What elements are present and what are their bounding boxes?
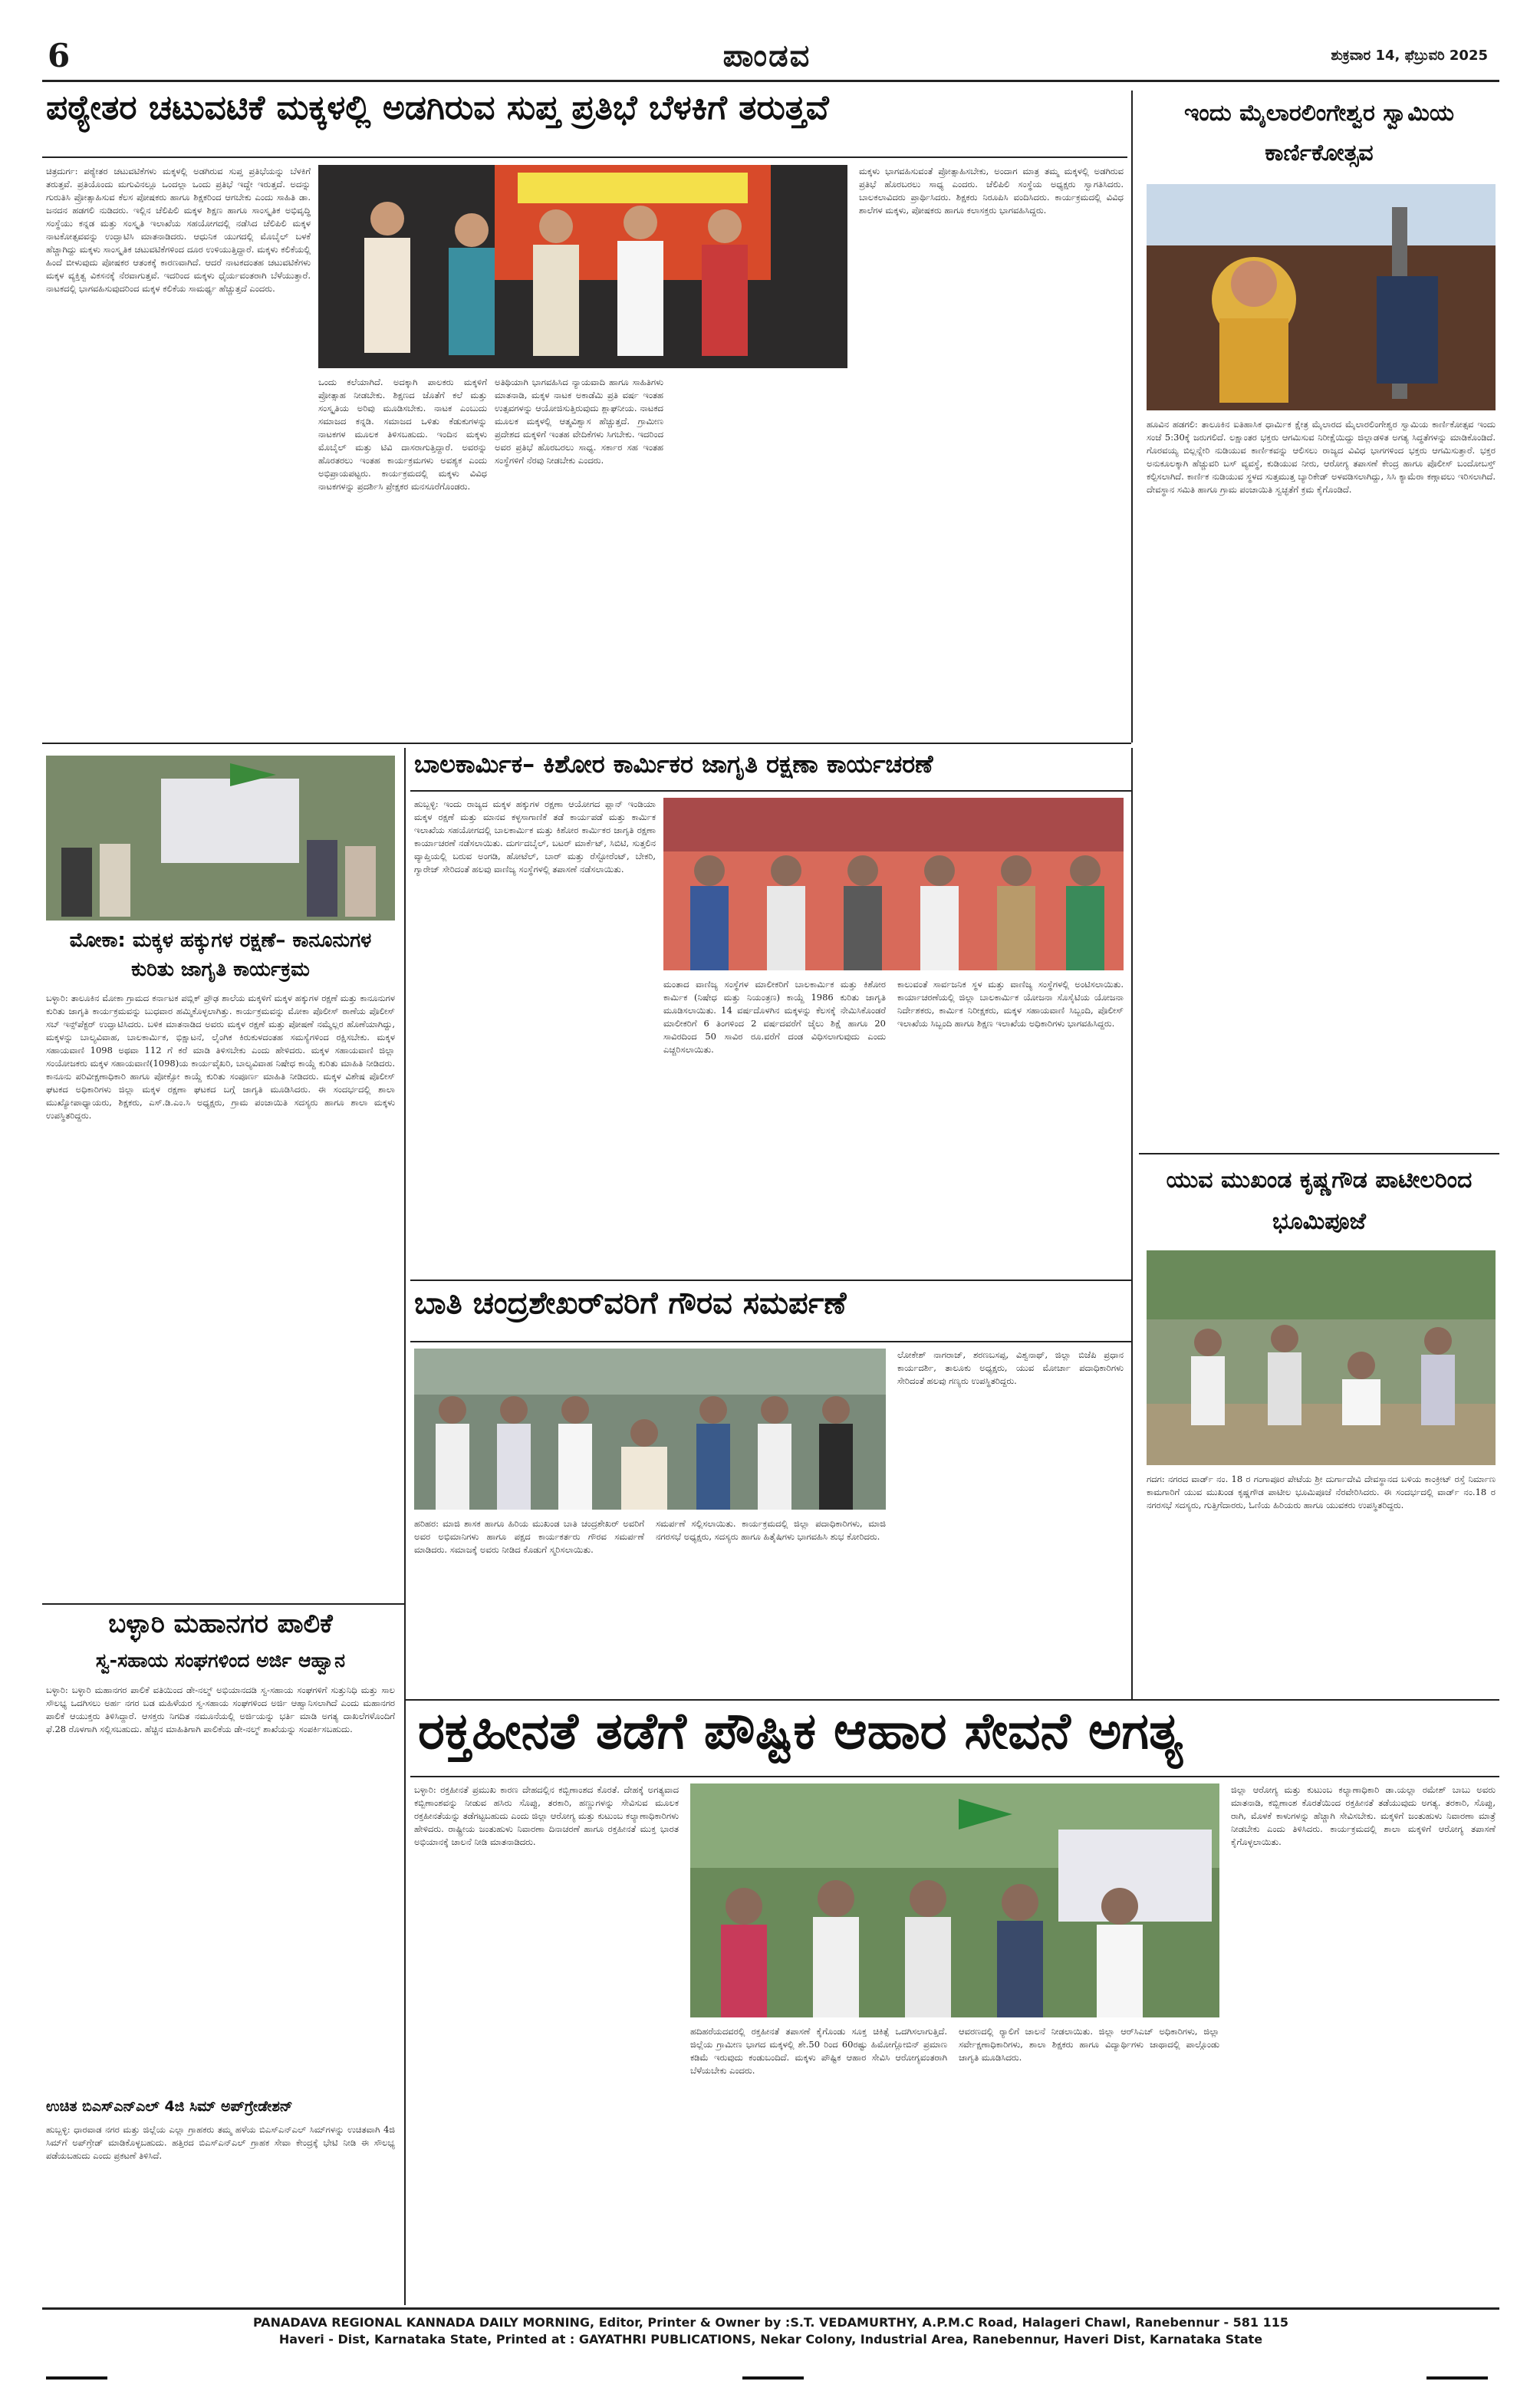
ballari-subheadline: ಸ್ವ-ಸಹಾಯ ಸಂಘಗಳಿಂದ ಅರ್ಜಿ ಆಹ್ವಾನ [95,1649,346,1671]
talent-col3: ಅತಿಥಿಯಾಗಿ ಭಾಗವಹಿಸಿದ ನ್ಯಾಯವಾದಿ ಹಾಗೂ ಸಾಹಿತಿಗಳು ಮಾತನಾಡಿ, ಮಕ್ಕಳ ನಾಟಕ ಅಕಾಡೆಮಿ ಪ್ರತಿ ವರ್ಷ ಇಂತಹ ಉತ್ಸವಗಳನ್ನು ಆಯೋಜಿಸುತ್ತಿರುವುದು ಶ್ಲಾಘನೀಯ. ನಾಟಕದ ಮೂಲಕ ಮಕ್ಕಳಲ್ಲಿ ಆತ್ಮವಿಶ್ವಾಸ ಹೆಚ್ಚುತ್ತದೆ. ಗ್ರಾಮೀಣ ಪ್ರದೇಶದ ಮಕ್ಕಳಿಗೆ ಇಂತಹ ವೇದಿಕೆಗಳು ಸಿಗಬೇಕು. ಇದರಿಂದ ಅವರ ಪ್ರತಿಭೆ ಹೊರಬರಲು ಸಾಧ್ಯ. ಸರ್ಕಾರ ಸಹ ಇಂತಹ ಸಂಸ್ಥೆಗಳಿಗೆ ನೆರವು ನೀಡಬೇಕು ಎಂದರು. [495,377,663,466]
child-labour-col3: ಕಾಲುವಂತೆ ಸಾರ್ವಜನಿಕ ಸ್ಥಳ ಮತ್ತು ವಾಣಿಜ್ಯ ಸಂಸ್ಥೆಗಳಲ್ಲಿ ಅಂಟಿಸಲಾಯಿತು. ಕಾರ್ಯಾಚರಣೆಯಲ್ಲಿ ಜಿಲ್ಲಾ ಬಾಲಕಾರ್ಮಿಕ ಯೋಜನಾ ಸೊಸೈಟಿಯ ಯೋಜನಾ ನಿರ್ದೇಶಕರು, ಕಾರ್ಮಿಕ ನಿರೀಕ್ಷಕರು, ಮಕ್ಕಳ ಸಹಾಯವಾಣಿ ಸಿಬ್ಬಂದಿ, ಪೊಲೀಸ್ ಇಲಾಖೆಯ ಸಿಬ್ಬಂದಿ ಹಾಗೂ ಶಿಕ್ಷಣ ಇಲಾಖೆಯ ಅಧಿಕಾರಿಗಳು ಭಾಗವಹಿಸಿದ್ದರು. [897,979,1124,1029]
chandrashekhar-col1: ಹರಿಹರ: ಮಾಜಿ ಶಾಸಕ ಹಾಗೂ ಹಿರಿಯ ಮುಖಂಡ ಬಾತಿ ಚಂದ್ರಶೇಖರ್ ಅವರಿಗೆ ಅವರ ಅಭಿಮಾನಿಗಳು ಹಾಗೂ ಪಕ್ಷದ ಕಾರ್ಯಕರ್ತರು ಗೌರವ ಸಮರ್ಪಣೆ ಮಾಡಿದರು. ಸಮಾಜಕ್ಕೆ ಅವರು ನೀಡಿದ ಕೊಡುಗೆ ಸ್ಮರಿಸಲಾಯಿತು. [414,1518,644,1555]
imprint-line-1: PANADAVA REGIONAL KANNADA DAILY MORNING, Editor, Printer & Owner by :S.T. VEDAMURTHY, A.P.M.C Road, Halageri Chawl, Ranebennur - 581 115 [252,2315,1289,2330]
registration-mark-center [742,2376,804,2380]
ballari-body: ಬಳ್ಳಾರಿ: ಬಳ್ಳಾರಿ ಮಹಾನಗರ ಪಾಲಿಕೆ ವತಿಯಿಂದ ಡೇ-ನಲ್ಮ್ ಅಭಿಯಾನದಡಿ ಸ್ವ-ಸಹಾಯ ಸಂಘಗಳಿಗೆ ಸುತ್ತುನಿಧಿ ಮತ್ತು ಸಾಲ ಸೌಲಭ್ಯ ಒದಗಿಸಲು ಅರ್ಹ ನಗರ ಬಡ ಮಹಿಳೆಯರ ಸ್ವ-ಸಹಾಯ ಸಂಘಗಳಿಂದ ಅರ್ಜಿ ಆಹ್ವಾನಿಸಲಾಗಿದೆ ಎಂದು ಮಹಾನಗರ ಪಾಲಿಕೆ ಆಯುಕ್ತರು ತಿಳಿಸಿದ್ದಾರೆ. ಆಸಕ್ತರು ನಿಗದಿತ ನಮೂನೆಯಲ್ಲಿ ಅರ್ಜಿಯನ್ನು ಭರ್ತಿ ಮಾಡಿ ಅಗತ್ಯ ದಾಖಲೆಗಳೊಂದಿಗೆ ಫೆ.28 ರೊಳಗಾಗಿ ಸಲ್ಲಿಸಬಹುದು. ಹೆಚ್ಚಿನ ಮಾಹಿತಿಗಾಗಿ ಪಾಲಿಕೆಯ ಡೇ-ನಲ್ಮ್ ಶಾಖೆಯನ್ನು ಸಂಪರ್ಕಿಸಬಹುದು. [46,1685,395,1734]
registration-mark-right [1426,2376,1488,2380]
talent-col4: ಮಕ್ಕಳು ಭಾಗವಹಿಸುವಂತೆ ಪ್ರೋತ್ಸಾಹಿಸಬೇಕು, ಅಂದಾಗ ಮಾತ್ರ ತಮ್ಮ ಮಕ್ಕಳಲ್ಲಿ ಅಡಗಿರುವ ಪ್ರತಿಭೆ ಹೊರಬರಲು ಸಾಧ್ಯ ಎಂದರು. ಚೆಲಿಪಿಲಿ ಸಂಸ್ಥೆಯ ಅಧ್ಯಕ್ಷರು ಸ್ವಾಗತಿಸಿದರು. ಬಾಲಕಲಾವಿದರು ಪ್ರಾರ್ಥಿಸಿದರು. ಶಿಕ್ಷಕರು ನಿರೂಪಿಸಿ ವಂದಿಸಿದರು. ಕಾರ್ಯಕ್ರಮದಲ್ಲಿ ವಿವಿಧ ಶಾಲೆಗಳ ಮಕ್ಕಳು, ಪೋಷಕರು ಹಾಗೂ ಕಲಾಸಕ್ತರು ಭಾಗವಹಿಸಿದ್ದರು. [859,166,1124,216]
talent-col1: ಚಿತ್ರದುರ್ಗ: ಪಠ್ಯೇತರ ಚಟುವಟಿಕೆಗಳು ಮಕ್ಕಳಲ್ಲಿ ಅಡಗಿರುವ ಸುಪ್ತ ಪ್ರತಿಭೆಯನ್ನು ಬೆಳಕಿಗೆ ತರುತ್ತವೆ. ಪ್ರತಿಯೊಂದು ಮಗುವಿನಲ್ಲೂ ಒಂದಲ್ಲಾ ಒಂದು ಪ್ರತಿಭೆ ಇದ್ದೇ ಇರುತ್ತದೆ. ಅದನ್ನು ಗುರುತಿಸಿ ಪ್ರೋತ್ಸಾಹಿಸುವ ಕೆಲಸ ಪೋಷಕರು ಹಾಗೂ ಶಿಕ್ಷಕರಿಂದ ಆಗಬೇಕು ಎಂದು ಸಾಹಿತಿ ಡಾ. ಜನದನ ಹಡಗಲಿ ನುಡಿದರು. ಇಲ್ಲಿನ ಚೆಲಿಪಿಲಿ ಮಕ್ಕಳ ಶಿಕ್ಷಣ ಹಾಗೂ ಸಾಂಸ್ಕೃತಿಕ ಅಭಿವೃದ್ಧಿ ಸಂಸ್ಥೆಯು ಕನ್ನಡ ಮತ್ತು ಸಂಸ್ಕೃತಿ ಇಲಾಖೆಯ ಸಹಯೋಗದಲ್ಲಿ ನಡೆಸಿದ ಚೆಲಿಪಿಲಿ ಮಕ್ಕಳ ನಾಟಕೋತ್ಸವವನ್ನು ಉದ್ಘಾಟಿಸಿ ಮಾತನಾಡಿದರು. ಆಧುನಿಕ ಯುಗದಲ್ಲಿ ಮೊಬೈಲ್ ಬಳಕೆ ಹೆಚ್ಚಾಗಿದ್ದು ಮಕ್ಕಳು ಸಾಂಸ್ಕೃತಿಕ ಚಟುವಟಿಕೆಗಳಿಂದ ದೂರ ಉಳಿಯುತ್ತಿದ್ದಾರೆ. ಮಕ್ಕಳು ಕಲಿಕೆಯಲ್ಲಿ ಹಿಂದೆ ಬೀಳುವುದು ಪೋಷಕರ ಆತಂಕಕ್ಕೆ ಕಾರಣವಾಗಿದೆ. ಆದರೆ ನಾಟಕದಂತಹ ಚಟುವಟಿಕೆಗಳು ಮಕ್ಕಳ ವ್ಯಕ್ತಿತ್ವ ವಿಕಸನಕ್ಕೆ ನೆರವಾಗುತ್ತವೆ. ಇದರಿಂದ ಮಕ್ಕಳು ಧೈರ್ಯವಂತರಾಗಿ ಬೆಳೆಯುತ್ತಾರೆ. ನಾಟಕದಲ್ಲಿ ಭಾಗವಹಿಸುವುದರಿಂದ ಮಕ್ಕಳ ಕಲಿಕೆಯ ಸಾಮರ್ಥ್ಯ ಹೆಚ್ಚುತ್ತದೆ ಎಂದರು. [46,166,311,294]
chandrashekhar-col2: ಸಮರ್ಪಣೆ ಸಲ್ಲಿಸಲಾಯಿತು. ಕಾರ್ಯಕ್ರಮದಲ್ಲಿ ಜಿಲ್ಲಾ ಪದಾಧಿಕಾರಿಗಳು, ಮಾಜಿ ನಗರಸಭೆ ಅಧ್ಯಕ್ಷರು, ಸದಸ್ಯರು ಹಾಗೂ ಹಿತೈಷಿಗಳು ಭಾಗವಹಿಸಿ ಶುಭ ಕೋರಿದರು. [656,1518,886,1542]
mylara-body: ಹೂವಿನ ಹಡಗಲಿ: ತಾಲೂಕಿನ ಐತಿಹಾಸಿಕ ಧಾರ್ಮಿಕ ಕ್ಷೇತ್ರ ಮೈಲಾರದ ಮೈಲಾರಲಿಂಗೇಶ್ವರ ಸ್ವಾಮಿಯ ಕಾರ್ಣಿಕೋತ್ಸವ ಇಂದು ಸಂಜೆ 5:30ಕ್ಕೆ ಜರುಗಲಿದೆ. ಲಕ್ಷಾಂತರ ಭಕ್ತರು ಆಗಮಿಸುವ ನಿರೀಕ್ಷೆಯಿದ್ದು ಜಿಲ್ಲಾಡಳಿತ ಅಗತ್ಯ ಸಿದ್ಧತೆಗಳನ್ನು ಮಾಡಿಕೊಂಡಿದೆ. ಗೊರವಯ್ಯ ಬಿಲ್ಲನ್ನೇರಿ ನುಡಿಯುವ ಕಾರ್ಣಿಕವನ್ನು ಆಲಿಸಲು ರಾಜ್ಯದ ವಿವಿಧ ಭಾಗಗಳಿಂದ ಭಕ್ತರು ಆಗಮಿಸುತ್ತಾರೆ. ಭಕ್ತರ ಅನುಕೂಲಕ್ಕಾಗಿ ಹೆಚ್ಚುವರಿ ಬಸ್ ವ್ಯವಸ್ಥೆ, ಕುಡಿಯುವ ನೀರು, ಆರೋಗ್ಯ ತಪಾಸಣೆ ಕೇಂದ್ರ ಹಾಗೂ ಪೊಲೀಸ್ ಬಂದೋಬಸ್ತ್ ಕಲ್ಪಿಸಲಾಗಿದೆ. ಕಾರ್ಣಿಕ ನುಡಿಯುವ ಸ್ಥಳದ ಸುತ್ತಮುತ್ತ ಬ್ಯಾರಿಕೇಡ್ ಅಳವಡಿಸಲಾಗಿದ್ದು, ಸಿಸಿ ಕ್ಯಾಮೆರಾ ಕಣ್ಗಾವಲು ಇರಿಸಲಾಗಿದೆ. ದೇವಸ್ಥಾನ ಸಮಿತಿ ಹಾಗೂ ಗ್ರಾಮ ಪಂಚಾಯಿತಿ ಸ್ವಚ್ಛತೆಗೆ ಕ್ರಮ ಕೈಗೊಂಡಿದೆ. [1147,419,1496,495]
officials-illustration [663,798,1124,970]
child-labour-col1: ಹುಬ್ಬಳ್ಳಿ: ಇಂದು ರಾಜ್ಯದ ಮಕ್ಕಳ ಹಕ್ಕುಗಳ ರಕ್ಷಣಾ ಆಯೋಗದ ಪ್ಲಾನ್ ಇಂಡಿಯಾ ಮಕ್ಕಳ ರಕ್ಷಣೆ ಮತ್ತು ಮಾನವ ಕಳ್ಳಸಾಗಾಣಿಕೆ ತಡೆ ಕಾರ್ಯಪಡೆ ಮತ್ತು ಕಾರ್ಮಿಕ ಇಲಾಖೆಯ ಸಹಯೋಗದಲ್ಲಿ ಬಾಲಕಾರ್ಮಿಕ ಮತ್ತು ಕಿಶೋರ ಕಾರ್ಮಿಕರ ಜಾಗೃತಿ ರಕ್ಷಣಾ ಕಾರ್ಯಾಚರಣೆ ನಡೆಸಲಾಯಿತು. ದುರ್ಗದಬೈಲ್, ಬಟರ್ ಮಾರ್ಕೆಟ್, ಸಿಬಿಟಿ, ಸುತ್ತಲಿನ ವ್ಯಾಪ್ತಿಯಲ್ಲಿ ಬರುವ ಅಂಗಡಿ, ಹೋಟೆಲ್, ಬಾರ್ ಮತ್ತು ರೆಸ್ಟೋರೆಂಟ್, ಬೇಕರಿ, ಗ್ಯಾರೇಜ್ ಸೇರಿದಂತೆ ಹಲವು ವಾಣಿಜ್ಯ ಸಂಸ್ಥೆಗಳಲ್ಲಿ ತಪಾಸಣೆ ನಡೆಸಲಾಯಿತು. [414,799,656,874]
rally-illustration [46,756,395,921]
krishnagowda-body: ಗದಗ: ನಗರದ ವಾರ್ಡ್ ನಂ. 18 ರ ಗಂಗಾಪೂರ ಪೇಟೆಯ ಶ್ರೀ ದುರ್ಗಾದೇವಿ ದೇವಸ್ಥಾನದ ಬಳಿಯ ಕಾಂಕ್ರೀಟ್ ರಸ್ತೆ ನಿರ್ಮಾಣ ಕಾಮಗಾರಿಗೆ ಯುವ ಮುಖಂಡ ಕೃಷ್ಣಗೌಡ ಪಾಟೀಲ ಭೂಮಿಪೂಜೆ ನೆರವೇರಿಸಿದರು. ಈ ಸಂದರ್ಭದಲ್ಲಿ ವಾರ್ಡ್ ನಂ.18 ರ ನಗರಸಭೆ ಸದಸ್ಯರು, ಗುತ್ತಿಗೆದಾರರು, ಓಣಿಯ ಹಿರಿಯರು ಹಾಗೂ ಯುವಕರು ಉಪಸ್ಥಿತರಿದ್ದರು. [1147,1474,1496,1510]
anemia-col2: ಹದಿಹರೆಯದವರಲ್ಲಿ ರಕ್ತಹೀನತೆ ತಪಾಸಣೆ ಕೈಗೊಂಡು ಸೂಕ್ತ ಚಿಕಿತ್ಸೆ ಒದಗಿಸಲಾಗುತ್ತಿದೆ. ಜಿಲ್ಲೆಯ ಗ್ರಾಮೀಣ ಭಾಗದ ಮಕ್ಕಳಲ್ಲಿ ಶೇ.50 ರಿಂದ 60ರಷ್ಟು ಹಿಮೋಗ್ಲೋಬಿನ್ ಪ್ರಮಾಣ ಕಡಿಮೆ ಇರುವುದು ಕಂಡುಬಂದಿದೆ. ಮಕ್ಕಳು ಪೌಷ್ಟಿಕ ಆಹಾರ ಸೇವಿಸಿ ಆರೋಗ್ಯವಂತರಾಗಿ ಬೆಳೆಯಬೇಕು ಎಂದರು. [690,2026,947,2076]
chandrashekhar-headline: ಬಾತಿ ಚಂದ್ರಶೇಖರ್‌ವರಿಗೆ ಗೌರವ ಸಮರ್ಪಣೆ [414,1287,847,1321]
child-labour-photo [663,798,1124,970]
child-labour-col2: ಮಂತಾದ ವಾಣಿಜ್ಯ ಸಂಸ್ಥೆಗಳ ಮಾಲೀಕರಿಗೆ ಬಾಲಕಾರ್ಮಿಕ ಮತ್ತು ಕಿಶೋರ ಕಾರ್ಮಿಕ (ನಿಷೇಧ ಮತ್ತು ನಿಯಂತ್ರಣ) ಕಾಯ್ದೆ 1986 ಕುರಿತು ಜಾಗೃತಿ ಮೂಡಿಸಲಾಯಿತು. 14 ವರ್ಷದೊಳಗಿನ ಮಕ್ಕಳನ್ನು ಕೆಲಸಕ್ಕೆ ನೇಮಿಸಿಕೊಂಡರೆ ಮಾಲೀಕರಿಗೆ 6 ತಿಂಗಳಿಂದ 2 ವರ್ಷದವರೆಗೆ ಜೈಲು ಶಿಕ್ಷೆ ಹಾಗೂ 20 ಸಾವಿರದಿಂದ 50 ಸಾವಿರ ರೂ.ವರೆಗೆ ದಂಡ ವಿಧಿಸಲಾಗುವುದು ಎಂದು ಎಚ್ಚರಿಸಲಾಯಿತು. [663,979,886,1055]
anemia-headline: ರಕ್ತಹೀನತೆ ತಡೆಗೆ ಪೌಷ್ಟಿಕ ಆಹಾರ ಸೇವನೆ ಅಗತ್ಯ [418,1704,1183,1760]
imprint-line-2: Haveri - Dist, Karnataka State, Printed at : GAYATHRI PUBLICATIONS, Nekar Colony, Industrial Area, Ranebennur, Haveri Dist, Karnataka State [278,2332,1263,2347]
chandrashekhar-photo [414,1349,886,1510]
mylara-headline: ಇಂದು ಮೈಲಾರಲಿಂಗೇಶ್ವರ ಸ್ವಾಮಿಯ ಕಾರ್ಣಿಕೋತ್ಸವ [1183,100,1455,166]
page-number: 6 [48,37,71,74]
anemia-col1: ಬಳ್ಳಾರಿ: ರಕ್ತಹೀನತೆ ಪ್ರಮುಖ ಕಾರಣ ದೇಹದಲ್ಲಿನ ಕಬ್ಬಿಣಾಂಶದ ಕೊರತೆ. ದೇಹಕ್ಕೆ ಅಗತ್ಯವಾದ ಕಬ್ಬಿಣಾಂಶವನ್ನು ನೀಡುವ ಹಸಿರು ಸೊಪ್ಪು, ತರಕಾರಿ, ಹಣ್ಣುಗಳನ್ನು ಸೇವಿಸುವ ಮೂಲಕ ರಕ್ತಹೀನತೆಯನ್ನು ತಡೆಗಟ್ಟಬಹುದು ಎಂದು ಜಿಲ್ಲಾ ಆರೋಗ್ಯ ಮತ್ತು ಕುಟುಂಬ ಕಲ್ಯಾಣಾಧಿಕಾರಿಗಳು ಹೇಳಿದರು. ರಾಷ್ಟ್ರೀಯ ಜಂತುಹುಳು ನಿವಾರಣಾ ದಿನಾಚರಣೆ ಹಾಗೂ ರಕ್ತಹೀನತೆ ಮುಕ್ತ ಭಾರತ ಅಭಿಯಾನಕ್ಕೆ ಚಾಲನೆ ನೀಡಿ ಮಾತನಾಡಿದರು. [414,1784,679,1847]
moka-body: ಬಳ್ಳಾರಿ: ತಾಲೂಕಿನ ಮೋಕಾ ಗ್ರಾಮದ ಕರ್ನಾಟಕ ಪಬ್ಲಿಕ್ ಪ್ರೌಢ ಶಾಲೆಯ ಮಕ್ಕಳಿಗೆ ಮಕ್ಕಳ ಹಕ್ಕುಗಳ ರಕ್ಷಣೆ ಮತ್ತು ಕಾನೂನುಗಳ ಕುರಿತು ಜಾಗೃತಿ ಕಾರ್ಯಕ್ರಮವನ್ನು ಬುಧವಾರ ಹಮ್ಮಿಕೊಳ್ಳಲಾಗಿತ್ತು. ಕಾರ್ಯಕ್ರಮವನ್ನು ಮೋಕಾ ಪೊಲೀಸ್ ಠಾಣೆಯ ಪೊಲೀಸ್ ಸಬ್ ಇನ್ಸ್‌ಪೆಕ್ಟರ್ ಉದ್ಘಾಟಿಸಿದರು. ಬಳಿಕ ಮಾತನಾಡಿದ ಅವರು ಮಕ್ಕಳ ರಕ್ಷಣೆ ಮತ್ತು ಪೋಷಣೆ ನಮ್ಮೆಲ್ಲರ ಹೊಣೆಯಾಗಿದ್ದು, ಮಕ್ಕಳನ್ನು ಬಾಲ್ಯವಿವಾಹ, ಬಾಲಕಾರ್ಮಿಕ, ಭಿಕ್ಷಾಟನೆ, ಲೈಂಗಿಕ ಕಿರುಕುಳದಂತಹ ಸಮಸ್ಯೆಗಳಿಂದ ರಕ್ಷಿಸಬೇಕು. ಮಕ್ಕಳ ಸಹಾಯವಾಣಿ 1098 ಅಥವಾ 112 ಗೆ ಕರೆ ಮಾಡಿ ತಿಳಿಸಬೇಕು ಎಂದು ಹೇಳಿದರು. ಮಕ್ಕಳ ಸಹಾಯವಾಣಿ ಜಿಲ್ಲಾ ಸಂಯೋಜಕರು ಮಕ್ಕಳ ಸಹಾಯವಾಣಿ(1098)ಯ ಕಾರ್ಯವೈಖರಿ, ಬಾಲ್ಯವಿವಾಹ ನಿಷೇಧ ಕಾಯ್ದೆ ಕುರಿತು ಮಾಹಿತಿ ನೀಡಿದರು. ಕಾನೂನು ಪರಿವೀಕ್ಷಣಾಧಿಕಾರಿ ಹಾಗೂ ಪೋಕ್ಸೋ ಕಾಯ್ದೆ ಕುರಿತು ಸಂಪೂರ್ಣ ಮಾಹಿತಿ ನೀಡಿದರು. ಮಕ್ಕಳ ವಿಶೇಷ ಪೊಲೀಸ್ ಘಟಕದ ಅಧಿಕಾರಿಗಳು ಜಿಲ್ಲಾ ಮಕ್ಕಳ ರಕ್ಷಣಾ ಘಟಕದ ಬಗ್ಗೆ ಜಾಗೃತಿ ಮೂಡಿಸಿದರು. ಈ ಸಂದರ್ಭದಲ್ಲಿ ಶಾಲಾ ಮುಖ್ಯೋಪಾಧ್ಯಾಯರು, ಶಿಕ್ಷಕರು, ಎಸ್.ಡಿ.ಎಂ.ಸಿ ಅಧ್ಯಕ್ಷರು, ಗ್ರಾಮ ಪಂಚಾಯಿತಿ ಸದಸ್ಯರು ಹಾಗೂ ಶಾಲಾ ಮಕ್ಕಳು ಉಪಸ್ಥಿತರಿದ್ದರು. [46,993,395,1121]
groundbreaking-illustration [1147,1250,1496,1465]
registration-mark-left [46,2376,107,2380]
krishnagowda-photo [1147,1250,1496,1465]
bsnl-subheadline: ಉಚಿತ ಬಿಎಸ್‌ಎನ್‌ಎಲ್ 4ಜಿ ಸಿಮ್ ಅಪ್‌ಗ್ರೇಡೇಶನ್ [46,2098,293,2115]
masthead: ಪಾಂಡವ [722,38,811,74]
talent-col2: ಒಂದು ಕಲೆಯಾಗಿದೆ. ಅದಕ್ಕಾಗಿ ಪಾಲಕರು ಮಕ್ಕಳಿಗೆ ಪ್ರೋತ್ಸಾಹ ನೀಡಬೇಕು. ಶಿಕ್ಷಣದ ಜೊತೆಗೆ ಕಲೆ ಮತ್ತು ಸಂಸ್ಕೃತಿಯ ಅರಿವು ಮೂಡಿಸಬೇಕು. ನಾಟಕ ಎಂಬುದು ಸಮಾಜದ ಕನ್ನಡಿ. ಸಮಾಜದ ಒಳಿತು ಕೆಡುಕುಗಳನ್ನು ನಾಟಕಗಳ ಮೂಲಕ ತಿಳಿಸಬಹುದು. ಇಂದಿನ ಮಕ್ಕಳು ಮೊಬೈಲ್ ಮತ್ತು ಟಿವಿ ದಾಸರಾಗುತ್ತಿದ್ದಾರೆ. ಅವರನ್ನು ಹೊರತರಲು ಇಂತಹ ಕಾರ್ಯಕ್ರಮಗಳು ಅವಶ್ಯಕ ಎಂದು ಅಭಿಪ್ರಾಯಪಟ್ಟರು. ಕಾರ್ಯಕ್ರಮದಲ್ಲಿ ಮಕ್ಕಳು ವಿವಿಧ ನಾಟಕಗಳನ್ನು ಪ್ರದರ್ಶಿಸಿ ಪ್ರೇಕ್ಷಕರ ಮನಸೂರೆಗೊಂಡರು. [318,377,487,492]
issue-date: ಶುಕ್ರವಾರ 14, ಫೆಬ್ರುವರಿ 2025 [1331,48,1488,64]
anemia-rally-illustration [690,1783,1219,2017]
talent-photo [318,165,847,368]
moka-headline: ಮೋಕಾ: ಮಕ್ಕಳ ಹಕ್ಕುಗಳ ರಕ್ಷಣೆ– ಕಾನೂನುಗಳ ಕುರಿತು ಜಾಗೃತಿ ಕಾರ್ಯಕ್ರಮ [69,929,372,981]
felicitation-illustration [414,1349,886,1510]
anemia-photo [690,1783,1219,2017]
chandrashekhar-col3: ಲೋಕೇಶ್ ನಾಗರಾಜ್, ಶರಣಬಸಪ್ಪ, ವಿಶ್ವನಾಥ್, ಜಿಲ್ಲಾ ಬಿಜೆಪಿ ಪ್ರಧಾನ ಕಾರ್ಯದರ್ಶಿ, ತಾಲೂಕು ಅಧ್ಯಕ್ಷರು, ಯುವ ಮೋರ್ಚಾ ಪದಾಧಿಕಾರಿಗಳು ಸೇರಿದಂತೆ ಹಲವು ಗಣ್ಯರು ಉಪಸ್ಥಿತರಿದ್ದರು. [897,1349,1124,1386]
child-labour-headline: ಬಾಲಕಾರ್ಮಿಕ– ಕಿಶೋರ ಕಾರ್ಮಿಕರ ಜಾಗೃತಿ ರಕ್ಷಣಾ ಕಾರ್ಯಚರಣೆ [414,752,933,779]
krishnagowda-headline: ಯುವ ಮುಖಂಡ ಕೃಷ್ಣಗೌಡ ಪಾಟೀಲರಿಂದ ಭೂಮಿಪೂಜೆ [1166,1167,1473,1235]
deity-illustration [1147,184,1496,410]
anemia-col3: ಆವರಣದಲ್ಲಿ ರ‍್ಯಾಲಿಗೆ ಚಾಲನೆ ನೀಡಲಾಯಿತು. ಜಿಲ್ಲಾ ಆರ್‌ಸಿಎಚ್ ಅಧಿಕಾರಿಗಳು, ಜಿಲ್ಲಾ ಸರ್ವೇಕ್ಷಣಾಧಿಕಾರಿಗಳು, ಶಾಲಾ ಶಿಕ್ಷಕರು ಹಾಗೂ ವಿದ್ಯಾರ್ಥಿಗಳು ಜಾಥಾದಲ್ಲಿ ಪಾಲ್ಗೊಂಡು ಜಾಗೃತಿ ಮೂಡಿಸಿದರು. [959,2026,1219,2063]
mylara-photo [1147,184,1496,410]
talent-headline: ಪಠ್ಯೇತರ ಚಟುವಟಿಕೆ ಮಕ್ಕಳಲ್ಲಿ ಅಡಗಿರುವ ಸುಪ್ತ ಪ್ರತಿಭೆ ಬೆಳಕಿಗೆ ತರುತ್ತವೆ [46,91,829,127]
stage-illustration [318,165,847,368]
anemia-col4: ಜಿಲ್ಲಾ ಆರೋಗ್ಯ ಮತ್ತು ಕುಟುಂಬ ಕಲ್ಯಾಣಾಧಿಕಾರಿ ಡಾ.ಯಲ್ಲಾ ರಮೇಶ್ ಬಾಬು ಅವರು ಮಾತನಾಡಿ, ಕಬ್ಬಿಣಾಂಶ ಕೊರತೆಯಿಂದ ರಕ್ತಹೀನತೆ ತಡೆಯುವುದು ಅಗತ್ಯ. ತರಕಾರಿ, ಸೊಪ್ಪು, ರಾಗಿ, ಮೊಳಕೆ ಕಾಳುಗಳನ್ನು ಹೆಚ್ಚಾಗಿ ಸೇವಿಸಬೇಕು. ಮಕ್ಕಳಿಗೆ ಜಂತುಹುಳು ನಿವಾರಣಾ ಮಾತ್ರೆ ನೀಡಬೇಕು ಎಂದು ತಿಳಿಸಿದರು. ಕಾರ್ಯಕ್ರಮದಲ್ಲಿ ಶಾಲಾ ಮಕ್ಕಳಿಗೆ ಆರೋಗ್ಯ ತಪಾಸಣೆ ಕೈಗೊಳ್ಳಲಾಯಿತು. [1231,1784,1496,1847]
bsnl-body: ಹುಬ್ಬಳ್ಳಿ: ಧಾರವಾಡ ನಗರ ಮತ್ತು ಜಿಲ್ಲೆಯ ಎಲ್ಲಾ ಗ್ರಾಹಕರು ತಮ್ಮ ಹಳೆಯ ಬಿಎಸ್‌ಎನ್‌ಎಲ್ ಸಿಮ್‌ಗಳನ್ನು ಉಚಿತವಾಗಿ 4ಜಿ ಸಿಮ್‌ಗೆ ಅಪ್‌ಗ್ರೇಡ್ ಮಾಡಿಕೊಳ್ಳಬಹುದು. ಹತ್ತಿರದ ಬಿಎಸ್‌ಎನ್‌ಎಲ್ ಗ್ರಾಹಕ ಸೇವಾ ಕೇಂದ್ರಕ್ಕೆ ಭೇಟಿ ನೀಡಿ ಈ ಸೌಲಭ್ಯ ಪಡೆಯಬಹುದು ಎಂದು ಪ್ರಕಟಣೆ ತಿಳಿಸಿದೆ. [46,2124,395,2161]
moka-photo [46,756,395,921]
ballari-headline: ಬಳ್ಳಾರಿ ಮಹಾನಗರ ಪಾಲಿಕೆ [108,1611,333,1639]
header-rule [42,80,1499,82]
